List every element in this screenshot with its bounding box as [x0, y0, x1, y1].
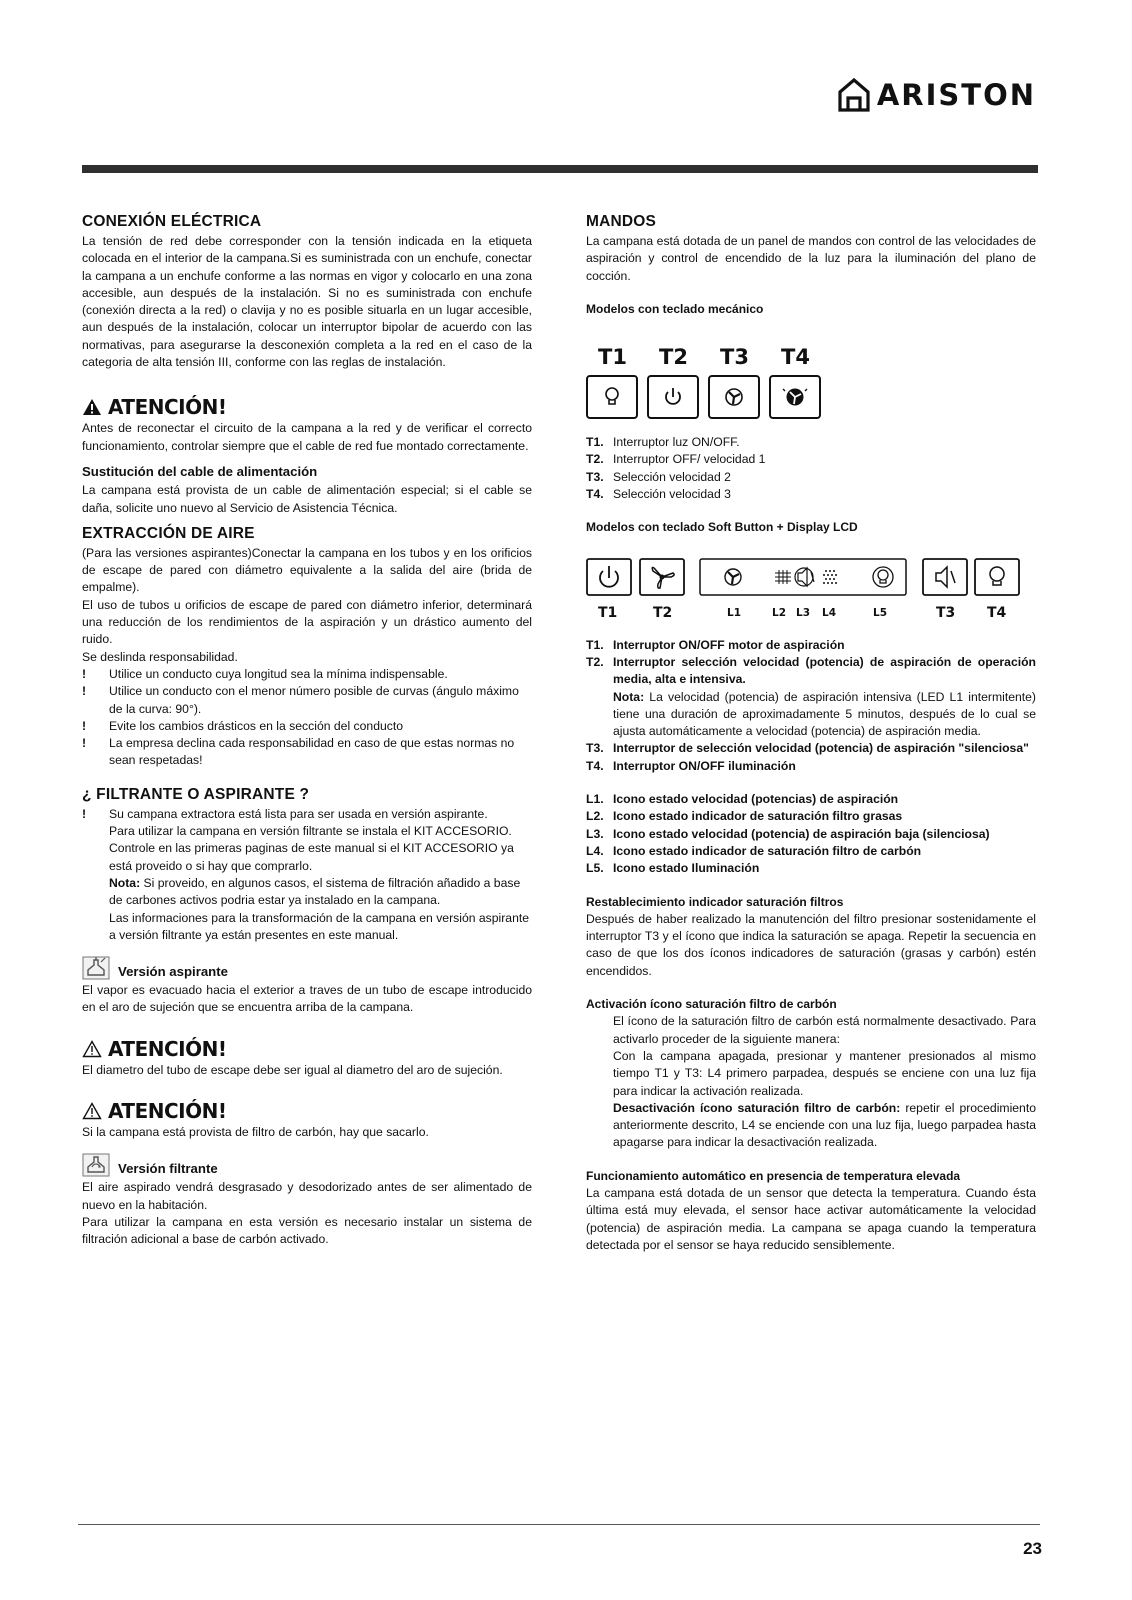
soft-label-t3: T3: [936, 604, 956, 621]
atencion-text-3: Si la campana está provista de filtro de carbón, hay que sacarlo.: [82, 1124, 429, 1139]
filtrante-line-3: Controle en las primeras paginas de este manual si el KIT ACCESORIO ya está proveido o si hay que comprarlo.: [109, 841, 514, 873]
atencion-title-1: ATENCIÓN!: [108, 395, 227, 420]
version-filtrante-heading: [82, 1153, 532, 1177]
soft-l-list-item: L2. Icono estado indicador de saturación filtro grasas: [586, 809, 903, 824]
extraccion-p3: Se deslinda responsabilidad.: [82, 649, 238, 664]
soft-l-list-item: L4. Icono estado indicador de saturación filtro de carbón: [586, 843, 922, 858]
sustitucion-text: La campana está provista de un cable de alimentación especial; si el cable se daña, solicite uno nuevo al Servicio de Asistencia Técnica.: [82, 483, 532, 515]
activacion-p2: Con la campana apagada, presionar y mantener presionados al mismo tiempo T1 y T3: L4 primero parpadea, después se enciene con una luz fija para indicar la activación realizada.: [613, 1048, 1036, 1098]
soft-label-l3: L3: [796, 606, 810, 619]
soft-t-list-item: T2. Interruptor selección velocidad (potencia) de aspiración de operación media, alta e intensiva.: [586, 654, 1036, 687]
soft-label-l4: L4: [822, 606, 836, 619]
filtrante-line-1: Su campana extractora está lista para ser usada en versión aspirante.: [109, 806, 488, 821]
soft-label-t2: T2: [653, 604, 673, 621]
extraccion-bullet: ! Evite los cambios drásticos en la sección del conducto: [82, 718, 404, 733]
mech-key-label: T4: [781, 345, 810, 370]
mech-list-item: T1. Interruptor luz ON/OFF.: [586, 435, 740, 450]
left-column: [82, 213, 532, 1248]
soft-l-list-item: L1. Icono estado velocidad (potencias) de aspiración: [586, 792, 899, 807]
mech-key-t2[interactable]: [648, 376, 698, 418]
version-filtrante-p2: Para utilizar la campana en esta versión es necesario instalar un sistema de filtración adicional a base de carbón activado.: [82, 1214, 532, 1247]
sustitucion-heading: Sustitución del cable de alimentación: [82, 463, 318, 479]
mech-key-t4[interactable]: [770, 376, 820, 418]
footer-divider: [78, 1524, 1040, 1525]
mech-key-label: T3: [720, 345, 749, 370]
mech-key-t3[interactable]: [709, 376, 759, 418]
version-aspirante-title: Versión aspirante: [118, 963, 228, 979]
filtrante-heading: ¿ FILTRANTE O ASPIRANTE ?: [82, 785, 310, 803]
filtrante-line-2: Para utilizar la campana en versión filtrante se instala el KIT ACCESORIO.: [109, 824, 512, 839]
page-number: 23: [1023, 1539, 1042, 1558]
extraccion-bullet: ! Utilice un conducto cuya longitud sea la mínima indispensable.: [82, 666, 448, 681]
extraccion-heading: EXTRACCIÓN DE AIRE: [82, 524, 255, 542]
filtrante-block: ! Su campana extractora está lista para ser usada en versión aspirante. Para utilizar la campana en versión filtrante se instala el KIT ACCESORIO. Controle en las primeras paginas de este manual si el KIT ACCESORIO ya está proveido o si hay que comprarlo. Nota: Si proveido, en algunos casos, el sistema de filtración añadido a base de carbones activos podria estar ya instalado en la campana. Las informaciones para la transformación de la campana en versión aspirante a versión filtrante ya están presentes en este manual.: [82, 806, 532, 944]
soft-key-t4[interactable]: [975, 559, 1019, 595]
version-filtrante-title: Versión filtrante: [118, 1160, 218, 1176]
mech-list-item: T2. Interruptor OFF/ velocidad 1: [586, 452, 766, 467]
mandos-text: La campana está dotada de un panel de mandos con control de las velocidades de aspiración y control de encendido de la luz para la iluminación del plano de cocción.: [586, 234, 1036, 283]
header-divider: [82, 165, 1038, 173]
soft-button-heading: Modelos con teclado Soft Button + Display LCD: [586, 520, 858, 535]
brand-name: ARISTON: [876, 78, 1036, 112]
mech-key-t1[interactable]: [587, 376, 637, 418]
mandos-heading: MANDOS: [586, 213, 657, 230]
atencion-title-2: ATENCIÓN!: [108, 1036, 227, 1061]
extraccion-p1: (Para las versiones aspirantes)Conectar la campana en los tubos y en los orificios de escape de pared con diámetro equivalente a la salida del aire (brida de empalme).: [82, 545, 532, 595]
restablecimiento-text: Después de haber realizado la manutención del filtro presionar sostenidamente el interruptor T3 y el ícono que indica la saturación se apaga. Repetir la secuencia en caso de que los dos íconos indicadores de saturación (grasas y carbón) estén encendidos.: [586, 911, 1036, 978]
atencion-heading-1: [82, 395, 532, 419]
atencion-text-2: El diametro del tubo de escape debe ser igual al diametro del aro de sujeción.: [82, 1062, 503, 1077]
right-column: [586, 213, 1036, 1254]
extraccion-bullet: ! La empresa declina cada responsabilidad en caso de que estas normas no sean respetadas!: [82, 736, 515, 768]
soft-t-list-item: T3. Interruptor de selección velocidad (potencia) de aspiración "silenciosa": [586, 741, 1029, 756]
extraccion-p2: El uso de tubos u orificios de escape de pared con diámetro inferior, determinará una reducción de los rendimientos de la aspiración y un drástico aumento del ruido.: [82, 597, 532, 647]
mech-list-item: T4. Selección velocidad 3: [586, 487, 731, 502]
warning-outline-icon: [82, 1040, 102, 1058]
soft-label-t1: T1: [598, 604, 618, 621]
restablecimiento-heading: Restablecimiento indicador saturación filtros: [586, 894, 844, 909]
version-aspirante-text: El vapor es evacuado hacia el exterior a traves de un tubo de escape introducido en el aro de sujeción que se encuentra arriba de la campana.: [82, 983, 532, 1015]
atencion-text-1: Antes de reconectar el circuito de la campana a la red y de verificar el correcto funcionamiento, controlar siempre que el cable de red fue montado correctamente.: [82, 421, 532, 453]
desactivacion-text: Desactivación ícono saturación filtro de carbón: repetir el procedimiento anteriormente descrito, L4 se enciende con una luz fija, luego parpadea hasta apagarse para indicar la desactivación realizada.: [613, 1100, 1036, 1150]
soft-button-panel: [586, 557, 1036, 629]
soft-label-l1: L1: [727, 606, 741, 619]
soft-label-t4: T4: [987, 604, 1007, 621]
brand-logo: [837, 78, 1036, 112]
soft-t-list-item: T1. Interruptor ON/OFF motor de aspiración: [586, 637, 845, 652]
soft-key-t2[interactable]: [640, 559, 684, 595]
filtrante-nota-text: Si proveido, en algunos casos, el sistema de filtración añadido a base de carbones activos podria estar ya instalado en la campana.: [109, 875, 521, 908]
version-aspirante-heading: [82, 956, 532, 980]
mech-key-label: T2: [659, 345, 688, 370]
soft-label-l5: L5: [873, 606, 887, 619]
mech-list-item: T3. Selección velocidad 2: [586, 469, 731, 484]
aspirante-hood-icon: [82, 956, 110, 980]
soft-t-list-item: T4. Interruptor ON/OFF iluminación: [586, 758, 796, 773]
funcionamiento-text: La campana está dotada de un sensor que detecta la temperatura. Cuando ésta última está muy elevada, el sensor hace activar automáticamente la velocidad (potencia) de aspiración media. La campana se apaga cuando la temperatura detectada por el sensor se haya reducido sensiblemente.: [586, 1185, 1036, 1252]
filtrante-line-4: Las informaciones para la transformación de la campana en versión aspirante a versión filtrante ya están presentes en este manual.: [109, 910, 530, 942]
soft-l-list-item: L3. Icono estado velocidad (potencia) de aspiración baja (silenciosa): [586, 826, 990, 841]
soft-label-l2: L2: [772, 606, 786, 619]
mech-key-label: T1: [598, 345, 627, 370]
warning-filled-icon: [82, 398, 102, 416]
extraccion-bullet: ! Utilice un conducto con el menor número posible de curvas (ángulo máximo de la curva: 90°).: [82, 684, 519, 716]
warning-outline-icon: [82, 1102, 102, 1120]
mecanico-heading: Modelos con teclado mecánico: [586, 301, 764, 316]
soft-nota: Nota: La velocidad (potencia) de aspiración intensiva (LED L1 intermitente) tiene una duración de aproximadamente 5 minutos, después de lo cual se ajusta automáticamente a velocidad (potencia) de aspiración media.: [613, 689, 1036, 739]
conexion-heading: CONEXIÓN ELÉCTRICA: [82, 213, 262, 230]
filtrante-hood-icon: [82, 1153, 110, 1177]
filtrante-nota-label: Nota:: [109, 875, 141, 890]
soft-l-list-item: L5. Icono estado Iluminación: [586, 861, 760, 876]
conexion-text: La tensión de red debe corresponder con la tensión indicada en la etiqueta colocada en el interior de la campana.Si es suministrada con un enchufe, conectar la campana a un enchufe conforme a las normas en vigor y colocarlo en una zona accesible, aun después de la instalación. Si no es suministrada con enchufe (conexión directa a la red) o clavija y no es posible situarla en un lugar accesible, aun después de la instalación, colocar un interruptor bipolar de acuerdo con las normativas, para asegurarse la desconexión completa a la red en el caso de la categoria de alta tensión III, conforme con las reglas de instalación.: [82, 234, 532, 370]
lcd-display: [700, 559, 906, 595]
atencion-heading-3: [82, 1099, 532, 1123]
mechanical-keypad: [586, 342, 836, 434]
atencion-heading-2: [82, 1037, 532, 1061]
house-logo-icon: [837, 78, 871, 112]
activacion-p1: El ícono de la saturación filtro de carbón está normalmente desactivado. Para activarlo proceder de la siguiente manera:: [613, 1014, 1036, 1046]
soft-key-t3[interactable]: [923, 559, 967, 595]
soft-key-t1[interactable]: [587, 559, 631, 595]
atencion-title-3: ATENCIÓN!: [108, 1098, 227, 1123]
version-filtrante-p1: El aire aspirado vendrá desgrasado y desodorizado antes de ser alimentado de nuevo en la habitación.: [82, 1180, 532, 1212]
funcionamiento-heading: Funcionamiento automático en presencia de temperatura elevada: [586, 1168, 961, 1183]
activacion-heading: Activación ícono saturación filtro de carbón: [586, 997, 837, 1012]
